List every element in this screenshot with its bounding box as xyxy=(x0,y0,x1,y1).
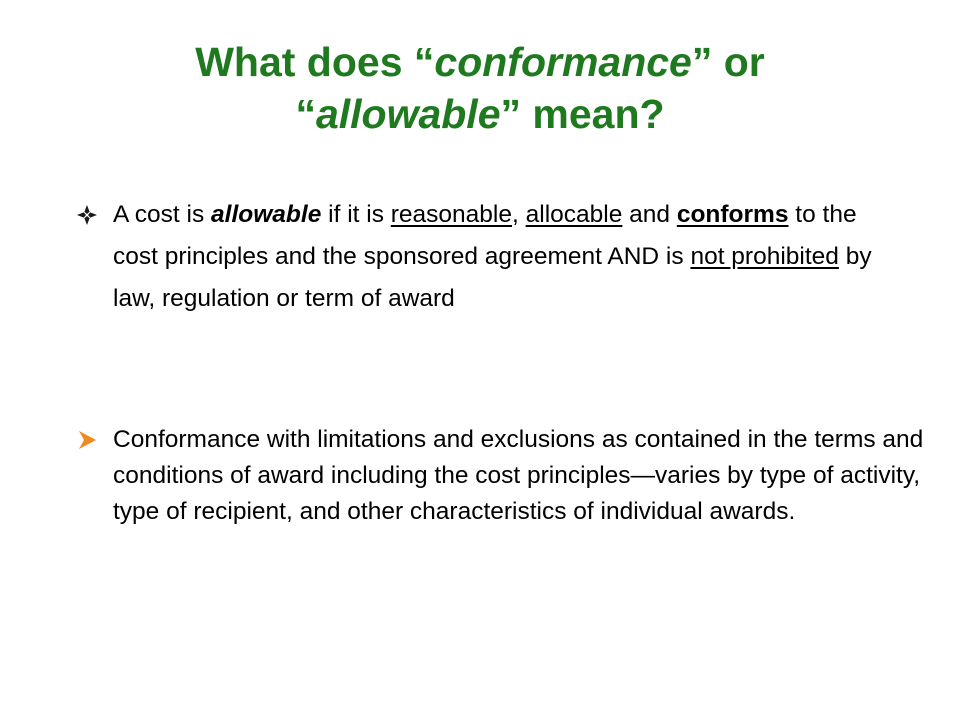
text-segment: ” mean? xyxy=(500,91,665,137)
text-segment: and xyxy=(622,201,677,228)
text-segment: “ xyxy=(295,91,316,137)
text-segment: allocable xyxy=(525,201,623,228)
title-line-1 xyxy=(90,36,870,88)
title-line-2 xyxy=(90,88,870,140)
text-segment: to the cost principles and the sponsored agreement AND is xyxy=(113,201,857,270)
slide-title xyxy=(90,36,870,140)
text-segment: Conformance with limitations and exclusions as contained in the terms and conditions of award including the cost principles—varies by type of activity, type of recipient, and other characteristics of individual awards. xyxy=(113,426,924,525)
arrowhead-right-icon xyxy=(76,422,110,458)
bullet-2-text xyxy=(113,422,926,530)
text-segment: , xyxy=(512,201,526,228)
text-segment: if it is xyxy=(321,201,391,228)
text-segment: allowable xyxy=(211,201,322,228)
bullet-conformance-definition xyxy=(76,422,926,530)
diamond-four-point-icon xyxy=(76,194,110,236)
text-segment: allowable xyxy=(315,91,501,137)
text-segment: not prohibited xyxy=(690,243,839,270)
bullet-1-text xyxy=(113,194,876,320)
text-segment: ” or xyxy=(691,39,765,85)
text-segment: conforms xyxy=(676,201,789,228)
bullet-allowable-definition xyxy=(76,194,876,320)
text-segment: by law, regulation or term of award xyxy=(113,243,872,312)
text-segment: A cost is xyxy=(113,201,212,228)
text-segment: conformance xyxy=(434,39,692,85)
text-segment: reasonable xyxy=(390,201,512,228)
text-segment: What does “ xyxy=(195,39,435,85)
